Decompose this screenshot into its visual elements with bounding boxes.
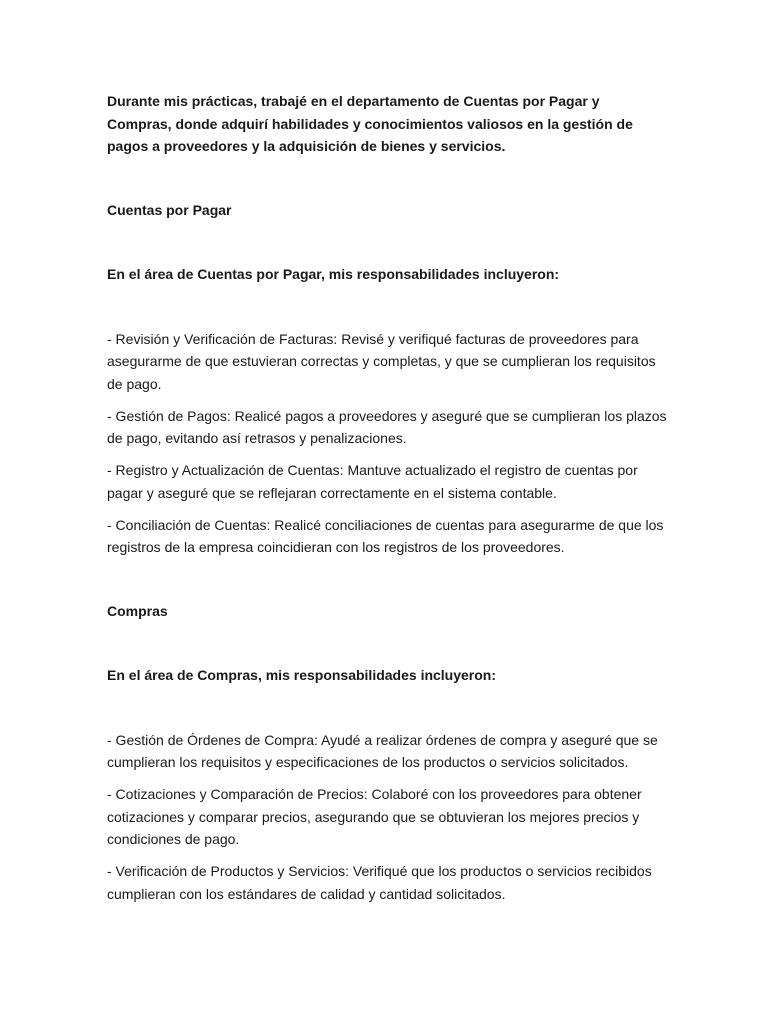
section-title-compras: Compras: [107, 602, 168, 619]
list-item: - Revisión y Verificación de Facturas: Revisé y verifiqué facturas de proveedores para asegurarme de que estuvieran correctas y completas, y que se cumplieran los requisitos de pago.: [107, 330, 656, 392]
list-item: - Registro y Actualización de Cuentas: Mantuve actualizado el registro de cuentas por pagar y aseguré que se reflejaran correctamente en el sistema contable.: [107, 462, 638, 501]
list-item: - Verificación de Productos y Servicios: Verifiqué que los productos o servicios recibidos cumplieran con los estándares de calidad y cantidad solicitados.: [107, 863, 652, 902]
list-item: - Gestión de Pagos: Realicé pagos a proveedores y aseguré que se cumplieran los plazos de pago, evitando así retrasos y penalizaciones.: [107, 407, 667, 446]
list-item: - Conciliación de Cuentas: Realicé conciliaciones de cuentas para asegurarme de que los registros de la empresa coincidieran con los registros de los proveedores.: [107, 516, 664, 555]
section-lead-compras: En el área de Compras, mis responsabilidades incluyeron:: [107, 667, 497, 683]
intro-paragraph: Durante mis prácticas, trabajé en el departamento de Cuentas por Pagar y Compras, donde adquirí habilidades y conocimientos valiosos en la gestión de pagos a proveedores y la adquisición de bienes y servicios.: [107, 93, 633, 154]
section-title-cuentas: Cuentas por Pagar: [107, 201, 232, 218]
list-item: - Gestión de Órdenes de Compra: Ayudé a realizar órdenes de compra y aseguré que se cumplieran los requisitos y especificaciones de los productos o servicios solicitados.: [107, 731, 658, 770]
document-content: [107, 90, 667, 905]
section-lead-cuentas: En el área de Cuentas por Pagar, mis responsabilidades incluyeron:: [107, 266, 560, 282]
list-item: - Cotizaciones y Comparación de Precios: Colaboré con los proveedores para obtener cotizaciones y comparar precios, asegurando que se obtuvieran los mejores precios y condiciones de pago.: [107, 786, 642, 847]
